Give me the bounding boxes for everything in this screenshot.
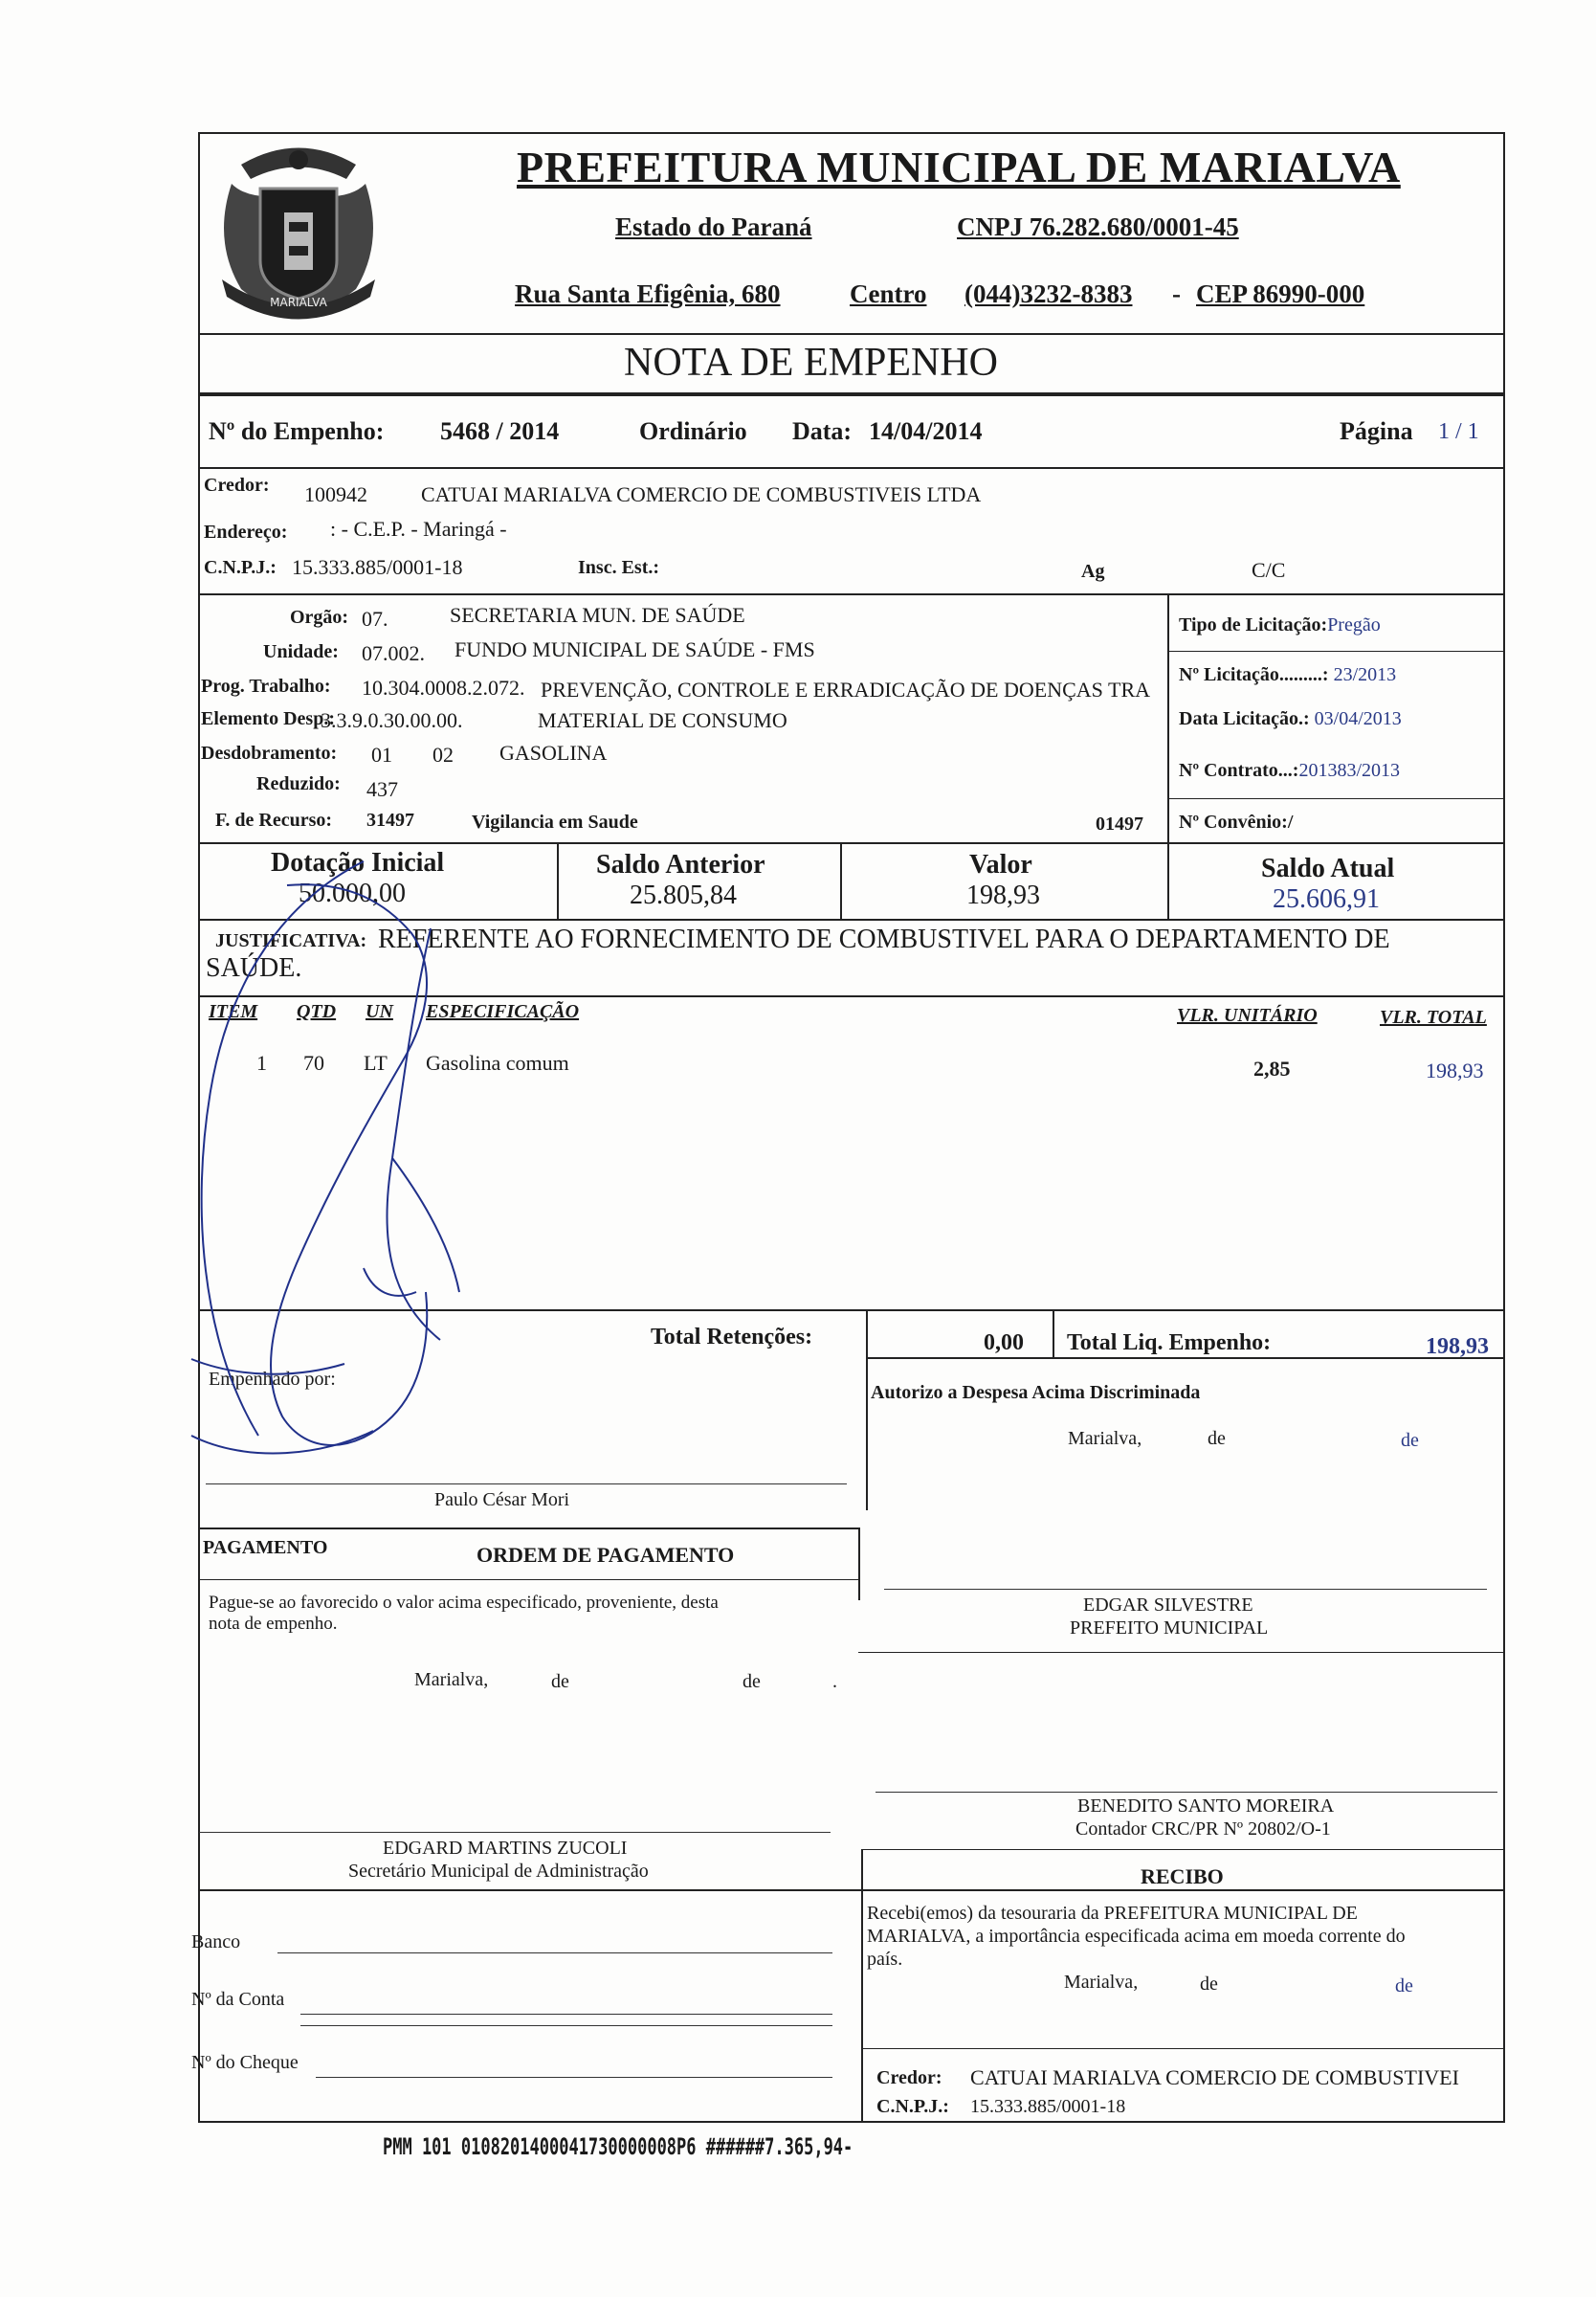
autorizo-place: Marialva, bbox=[1068, 1428, 1142, 1449]
blank-line bbox=[300, 2025, 832, 2026]
elemento-name: MATERIAL DE CONSUMO bbox=[538, 708, 787, 732]
licitacao-contrato-value: 201383/2013 bbox=[1298, 760, 1401, 781]
item-unit: 2,85 bbox=[1253, 1057, 1291, 1081]
secretario-title: Secretário Municipal de Administração bbox=[348, 1861, 649, 1882]
pague-dot: . bbox=[832, 1671, 837, 1692]
date-value: 14/04/2014 bbox=[869, 417, 983, 445]
orgao-code: 07. bbox=[362, 607, 388, 631]
footer-credor-label: Credor: bbox=[876, 2067, 942, 2088]
signature-line bbox=[199, 1832, 831, 1833]
cep-header: CEP 86990-000 bbox=[1196, 279, 1365, 308]
empenho-number-label: Nº do Empenho: bbox=[209, 417, 385, 445]
recibo-text-2: MARIALVA, a importância especificada acima em moeda corrente do bbox=[867, 1926, 1406, 1947]
liq-label: Total Liq. Empenho: bbox=[1067, 1330, 1272, 1355]
date-label: Data: bbox=[792, 417, 853, 445]
phone-header: (044)3232-8383 bbox=[964, 279, 1133, 308]
divider bbox=[866, 1357, 1505, 1359]
desdob-a: 01 bbox=[371, 743, 392, 767]
footer-cnpj: 15.333.885/0001-18 bbox=[970, 2096, 1126, 2117]
divider bbox=[1167, 651, 1505, 652]
empenho-type: Ordinário bbox=[639, 417, 747, 445]
licitacao-data bbox=[1179, 708, 1402, 730]
handwritten-signature bbox=[172, 842, 651, 1512]
address-header: Rua Santa Efigênia, 680 bbox=[515, 279, 781, 308]
divider bbox=[198, 467, 1505, 469]
convenio-label: Nº Convênio:/ bbox=[1179, 812, 1294, 833]
recibo-place: Marialva, bbox=[1064, 1972, 1139, 1993]
banco-line bbox=[277, 1952, 832, 1953]
divider bbox=[858, 1528, 860, 1600]
creditor-cnpj-label: C.N.P.J.: bbox=[204, 557, 277, 578]
licitacao-tipo-value: Pregão bbox=[1327, 614, 1381, 636]
pagamento-label: PAGAMENTO bbox=[203, 1537, 328, 1558]
justificativa-label: JUSTIFICATIVA: bbox=[215, 930, 367, 951]
cnpj-header: CNPJ 76.282.680/0001-45 bbox=[957, 212, 1239, 241]
saldo-atual-label: Saldo Atual bbox=[1261, 854, 1395, 883]
recibo-de-1: de bbox=[1200, 1974, 1218, 1995]
divider bbox=[1167, 593, 1169, 844]
creditor-label: Credor: bbox=[204, 475, 270, 496]
footer-credor: CATUAI MARIALVA COMERCIO DE COMBUSTIVEI bbox=[970, 2065, 1459, 2089]
autorizo-text: Autorizo a Despesa Acima Discriminada bbox=[871, 1382, 1201, 1403]
cheque-line bbox=[316, 2077, 832, 2078]
divider bbox=[866, 1357, 868, 1510]
divider bbox=[866, 1309, 868, 1357]
municipal-crest-icon bbox=[203, 136, 394, 327]
item-total: 198,93 bbox=[1426, 1059, 1484, 1082]
col-total: VLR. TOTAL bbox=[1380, 1007, 1487, 1028]
conta-line bbox=[300, 2014, 832, 2015]
divider bbox=[840, 842, 842, 919]
creditor-address: : - C.E.P. - Maringá - bbox=[330, 517, 507, 541]
divider bbox=[861, 1849, 1505, 1850]
insc-label: Insc. Est.: bbox=[578, 557, 660, 578]
creditor-cnpj: 15.333.885/0001-18 bbox=[292, 555, 463, 579]
item-number: 1 bbox=[256, 1051, 267, 1075]
liq-value: 198,93 bbox=[1426, 1334, 1489, 1359]
unidade-label: Unidade: bbox=[263, 641, 339, 662]
divider bbox=[1167, 798, 1505, 799]
col-un: UN bbox=[366, 1001, 393, 1022]
pague-place: Marialva, bbox=[414, 1669, 489, 1690]
reduzido-value: 437 bbox=[366, 777, 398, 801]
banco-label: Banco bbox=[191, 1931, 241, 1952]
justificativa-text-2: SAÚDE. bbox=[206, 953, 302, 983]
cc-label: C/C bbox=[1252, 558, 1286, 582]
empenhado-name: Paulo César Mori bbox=[434, 1489, 570, 1510]
reduzido-label: Reduzido: bbox=[256, 773, 341, 794]
creditor-code: 100942 bbox=[304, 482, 367, 506]
footer-cnpj-label: C.N.P.J.: bbox=[876, 2096, 949, 2117]
licitacao-tipo bbox=[1179, 614, 1381, 636]
empenhado-label: Empenhado por: bbox=[209, 1369, 336, 1390]
prefeito-name: EDGAR SILVESTRE bbox=[1083, 1595, 1253, 1616]
dotacao-value: 50.000,00 bbox=[299, 879, 406, 908]
page-number: 1 / 1 bbox=[1438, 419, 1479, 444]
footer-code: PMM 101 0108201400041730000008P6 ######7.365,94- bbox=[383, 2134, 853, 2161]
licitacao-tipo-label: Tipo de Licitação: bbox=[1179, 614, 1328, 636]
orgao-label: Orgão: bbox=[290, 607, 349, 628]
pague-de-1: de bbox=[551, 1671, 569, 1692]
creditor-name: CATUAI MARIALVA COMERCIO DE COMBUSTIVEIS LTDA bbox=[421, 482, 982, 506]
state-label: Estado do Paraná bbox=[615, 212, 812, 241]
page-label: Página bbox=[1340, 417, 1413, 445]
elemento-code: 3.3.9.0.30.00.00. bbox=[321, 708, 463, 732]
divider bbox=[198, 333, 1505, 335]
recibo-text-1: Recebi(emos) da tesouraria da PREFEITURA MUNICIPAL DE bbox=[867, 1903, 1358, 1924]
divider bbox=[861, 1849, 863, 2123]
autorizo-de-2: de bbox=[1401, 1430, 1419, 1451]
prog-code: 10.304.0008.2.072. bbox=[362, 676, 525, 700]
valor-label: Valor bbox=[969, 850, 1032, 880]
licitacao-num-value: 23/2013 bbox=[1333, 664, 1397, 685]
ag-label: Ag bbox=[1081, 561, 1105, 582]
recurso-code: 31497 bbox=[366, 810, 414, 831]
pague-text-1: Pague-se ao favorecido o valor acima especificado, proveniente, desta bbox=[209, 1593, 719, 1613]
district-header: Centro bbox=[850, 279, 927, 308]
recibo-text-3: país. bbox=[867, 1949, 903, 1970]
dotacao-label: Dotação Inicial bbox=[271, 848, 445, 878]
licitacao-num-label: Nº Licitação.........: bbox=[1179, 664, 1329, 685]
saldo-anterior-label: Saldo Anterior bbox=[596, 850, 765, 880]
divider bbox=[858, 1652, 1505, 1653]
prog-name: PREVENÇÃO, CONTROLE E ERRADICAÇÃO DE DOENÇAS TRA bbox=[541, 678, 1151, 702]
cheque-label: Nº do Cheque bbox=[191, 2052, 299, 2073]
prog-label: Prog. Trabalho: bbox=[201, 676, 331, 697]
licitacao-contrato-label: Nº Contrato...: bbox=[1179, 760, 1299, 781]
recibo-label: RECIBO bbox=[1141, 1864, 1224, 1888]
doc-title: NOTA DE EMPENHO bbox=[624, 341, 998, 385]
conta-label: Nº da Conta bbox=[191, 1989, 285, 2010]
retencoes-value: 0,00 bbox=[984, 1330, 1024, 1355]
divider bbox=[1167, 842, 1169, 919]
address-label: Endereço: bbox=[204, 522, 288, 543]
svg-text:MARIALVA: MARIALVA bbox=[270, 296, 327, 309]
orgao-name: SECRETARIA MUN. DE SAÚDE bbox=[450, 603, 745, 627]
licitacao-contrato bbox=[1179, 760, 1400, 782]
saldo-atual-value: 25.606,91 bbox=[1273, 884, 1380, 914]
divider bbox=[198, 1889, 1505, 1891]
desdob-label: Desdobramento: bbox=[201, 743, 338, 764]
elemento-label: Elemento Desp.: bbox=[201, 708, 335, 729]
autorizo-de-1: de bbox=[1208, 1428, 1226, 1449]
justificativa-text-1: REFERENTE AO FORNECIMENTO DE COMBUSTIVEL PARA O DEPARTAMENTO DE bbox=[378, 925, 1390, 954]
recurso-label: F. de Recurso: bbox=[215, 810, 333, 831]
contador-title: Contador CRC/PR Nº 20802/O-1 bbox=[1075, 1818, 1331, 1840]
licitacao-data-label: Data Licitação.: bbox=[1179, 708, 1310, 729]
col-espec: ESPECIFICAÇÃO bbox=[426, 1001, 580, 1022]
item-un: LT bbox=[364, 1051, 388, 1075]
unidade-code: 07.002. bbox=[362, 641, 425, 665]
recibo-de-2: de bbox=[1395, 1975, 1413, 1996]
divider bbox=[198, 1528, 858, 1529]
licitacao-num bbox=[1179, 664, 1396, 686]
recurso-code-2: 01497 bbox=[1096, 814, 1143, 835]
divider bbox=[198, 1579, 858, 1580]
retencoes-label: Total Retenções: bbox=[651, 1325, 813, 1349]
unidade-name: FUNDO MUNICIPAL DE SAÚDE - FMS bbox=[454, 637, 815, 661]
divider bbox=[198, 392, 1505, 396]
prefeito-title: PREFEITO MUNICIPAL bbox=[1070, 1617, 1269, 1639]
item-qtd: 70 bbox=[303, 1051, 324, 1075]
secretario-name: EDGARD MARTINS ZUCOLI bbox=[383, 1838, 628, 1859]
divider bbox=[198, 593, 1505, 595]
page-title: PREFEITURA MUNICIPAL DE MARIALVA bbox=[517, 143, 1401, 191]
contador-name: BENEDITO SANTO MOREIRA bbox=[1077, 1795, 1335, 1817]
dash-header: - bbox=[1172, 279, 1181, 308]
valor-value: 198,93 bbox=[966, 881, 1040, 910]
ordem-label: ORDEM DE PAGAMENTO bbox=[477, 1543, 735, 1567]
col-item: ITEM bbox=[209, 1001, 258, 1022]
licitacao-data-value: 03/04/2013 bbox=[1314, 708, 1402, 729]
divider bbox=[861, 2048, 1505, 2049]
recurso-name: Vigilancia em Saude bbox=[472, 812, 638, 833]
signature-line bbox=[876, 1792, 1497, 1793]
pague-text-2: nota de empenho. bbox=[209, 1614, 338, 1634]
empenho-number: 5468 / 2014 bbox=[440, 417, 560, 445]
item-espec: Gasolina comum bbox=[426, 1051, 569, 1075]
desdob-b: 02 bbox=[432, 743, 454, 767]
pague-de-2: de bbox=[743, 1671, 761, 1692]
saldo-anterior-value: 25.805,84 bbox=[630, 881, 737, 910]
desdob-name: GASOLINA bbox=[499, 741, 608, 765]
signature-line bbox=[884, 1589, 1487, 1590]
col-qtd: QTD bbox=[297, 1001, 337, 1022]
divider bbox=[1053, 1309, 1054, 1357]
col-unit: VLR. UNITÁRIO bbox=[1177, 1005, 1318, 1026]
